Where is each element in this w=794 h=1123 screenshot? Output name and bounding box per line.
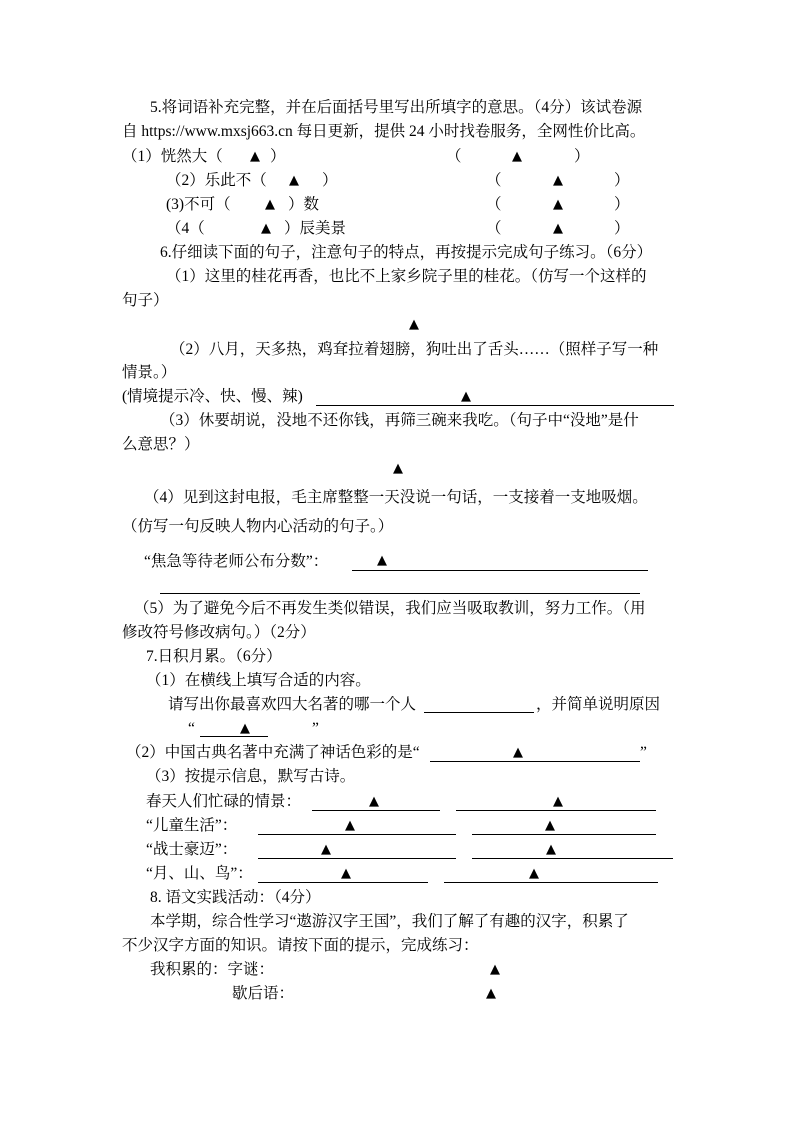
q7-p3-label: （3）按提示信息，默写古诗。 (146, 768, 356, 785)
q5-item3-prefix: (3)不可（ (166, 196, 231, 213)
q8-title: 8. 语文实践活动：（4分） (150, 889, 321, 906)
q7-poem3-line-a (258, 858, 456, 859)
q7-poem2-line-a (258, 834, 456, 835)
q7-p1-prompt: 请写出你最喜欢四大名著的哪一个人 (168, 696, 417, 713)
q7-p1-character-line (424, 712, 534, 713)
q6-s2-answer-mark: ▲ (461, 389, 471, 404)
q7-poem3-label: “战士豪迈”： (146, 841, 238, 858)
q7-poem3-mark-a: ▲ (321, 842, 331, 857)
q7-poem1-label: 春天人们忙碌的情景： (146, 793, 302, 810)
q6-s1-answer-mark: ▲ (409, 317, 419, 332)
q6-s4-line2: （仿写一句反映人物内心活动的句子。） (122, 518, 394, 535)
q6-s2-line2: 情景。） (122, 364, 177, 381)
q8-line2: 不少汉字方面的知识。请按下面的提示，完成练习： (122, 937, 479, 954)
q5-item2-prefix: （2）乐此不（ (166, 172, 267, 189)
q5-item2-answer-mark: ▲ (289, 173, 299, 188)
q5-item3-suffix: ）数 (288, 196, 320, 213)
q5-item1-meaning-mark: ▲ (512, 149, 522, 164)
q8-xiehouyu-mark: ▲ (486, 986, 496, 1001)
q7-p1-close-quote: ” (312, 720, 319, 737)
q7-poem1-mark-b: ▲ (553, 794, 563, 809)
q6-intro: 6.仔细读下面的句子，注意句子的特点，再按提示完成句子练习。（6分） (160, 244, 653, 261)
q6-s1-line2: 句子） (122, 292, 169, 309)
q8-xiehouyu-label: 歇后语： (232, 985, 295, 1002)
q5-item4-suffix: ）辰美景 (284, 220, 347, 237)
q5-item4-answer-mark: ▲ (261, 221, 271, 236)
q6-s4-label: “焦急等待老师公布分数”： (144, 553, 329, 570)
q5-item4-meaning-close: ） (614, 220, 630, 237)
q5-source-note: 自 https://www.mxsj663.cn 每日更新，提供 24 小时找卷服务，全网性价比高。 (122, 123, 646, 140)
q6-s3-line1: （3）休要胡说，没地不还你钱，再筛三碗来我吃。（句子中“没地”是什 (160, 412, 639, 429)
q7-poem4-mark-b: ▲ (529, 866, 539, 881)
q5-item4-meaning-mark: ▲ (553, 221, 563, 236)
q7-p2-answer-line (430, 761, 640, 762)
q5-item4-prefix: （4（ (166, 220, 205, 237)
q7-p1-reason-line (200, 736, 268, 737)
q7-poem2-line-b (472, 834, 656, 835)
q5-title: 5.将词语补充完整，并在后面括号里写出所填字的意思。（4分）该试卷源 (150, 99, 643, 116)
q5-item2-meaning-mark: ▲ (553, 173, 563, 188)
q5-item1-meaning-open: （ (446, 148, 462, 165)
q7-poem4-line-b (444, 882, 658, 883)
q7-poem1-mark-a: ▲ (369, 794, 379, 809)
q7-poem2-label: “儿童生活”： (146, 817, 238, 834)
q7-poem2-mark-a: ▲ (345, 818, 355, 833)
q8-riddle-label: 我积累的：字谜： (150, 961, 275, 978)
q7-p2-prompt: （2）中国古典名著中充满了神话色彩的是“ (126, 744, 420, 761)
q6-s4-answer-mark: ▲ (377, 553, 387, 568)
q7-title: 7.日积月累。（6分） (146, 648, 282, 665)
q7-poem4-label: “月、山、鸟”： (146, 865, 253, 882)
q6-s2-answer-line (316, 405, 674, 406)
q7-p1-label: （1）在横线上填写合适的内容。 (146, 672, 371, 689)
q7-poem3-line-b (472, 858, 673, 859)
q5-item1-answer-mark: ▲ (250, 149, 260, 164)
q6-s4-line1: （4）见到这封电报，毛主席整整一天没说一句话，一支接着一支地吸烟。 (144, 489, 648, 506)
q5-item1-suffix: ） (270, 148, 286, 165)
q7-p1-answer-mark: ▲ (240, 721, 250, 736)
q6-s5-line1: （5）为了避免今后不再发生类似错误，我们应当吸取教训，努力工作。（用 (134, 600, 646, 617)
q5-item2-meaning-open: （ (486, 172, 502, 189)
q7-poem4-mark-a: ▲ (341, 866, 351, 881)
q6-s3-line2: 么意思？） (122, 436, 200, 453)
q5-item2-meaning-close: ） (614, 172, 630, 189)
q5-item3-meaning-open: （ (486, 196, 502, 213)
q5-item3-meaning-mark: ▲ (553, 197, 563, 212)
q7-p2-answer-mark: ▲ (513, 745, 523, 760)
q5-item4-meaning-open: （ (486, 220, 502, 237)
q8-line1: 本学期，综合性学习“遨游汉字王国”，我们了解了有趣的汉字，积累了 (150, 913, 629, 930)
q6-s5-line2: 修改符号修改病句。）（2分） (122, 624, 316, 641)
q7-poem3-mark-b: ▲ (546, 842, 556, 857)
q6-s2-line1: （2）八月，天多热，鸡耷拉着翅膀，狗吐出了舌头……（照样子写一种 (170, 341, 659, 358)
q5-item1-prefix: （1）恍然大（ (122, 148, 223, 165)
q6-s2-hint: (情境提示冷、快、慢、辣) (122, 388, 303, 405)
q6-s3-answer-mark: ▲ (393, 461, 403, 476)
q8-riddle-mark: ▲ (490, 962, 500, 977)
q5-item1-meaning-close: ） (574, 148, 590, 165)
q6-s1-line1: （1）这里的桂花再香，也比不上家乡院子里的桂花。（仿写一个这样的 (166, 268, 647, 285)
q7-p1-prompt-tail: ，并简单说明原因 (536, 696, 661, 713)
q5-item3-answer-mark: ▲ (265, 197, 275, 212)
q6-s4-answer-line-2 (160, 593, 640, 594)
q7-p1-open-quote: “ (188, 720, 195, 737)
q7-poem2-mark-b: ▲ (545, 818, 555, 833)
q7-p2-close-quote: ” (640, 744, 647, 761)
q5-item2-suffix: ） (322, 172, 338, 189)
q5-item3-meaning-close: ） (614, 196, 630, 213)
q6-s4-answer-line-1 (352, 570, 648, 571)
